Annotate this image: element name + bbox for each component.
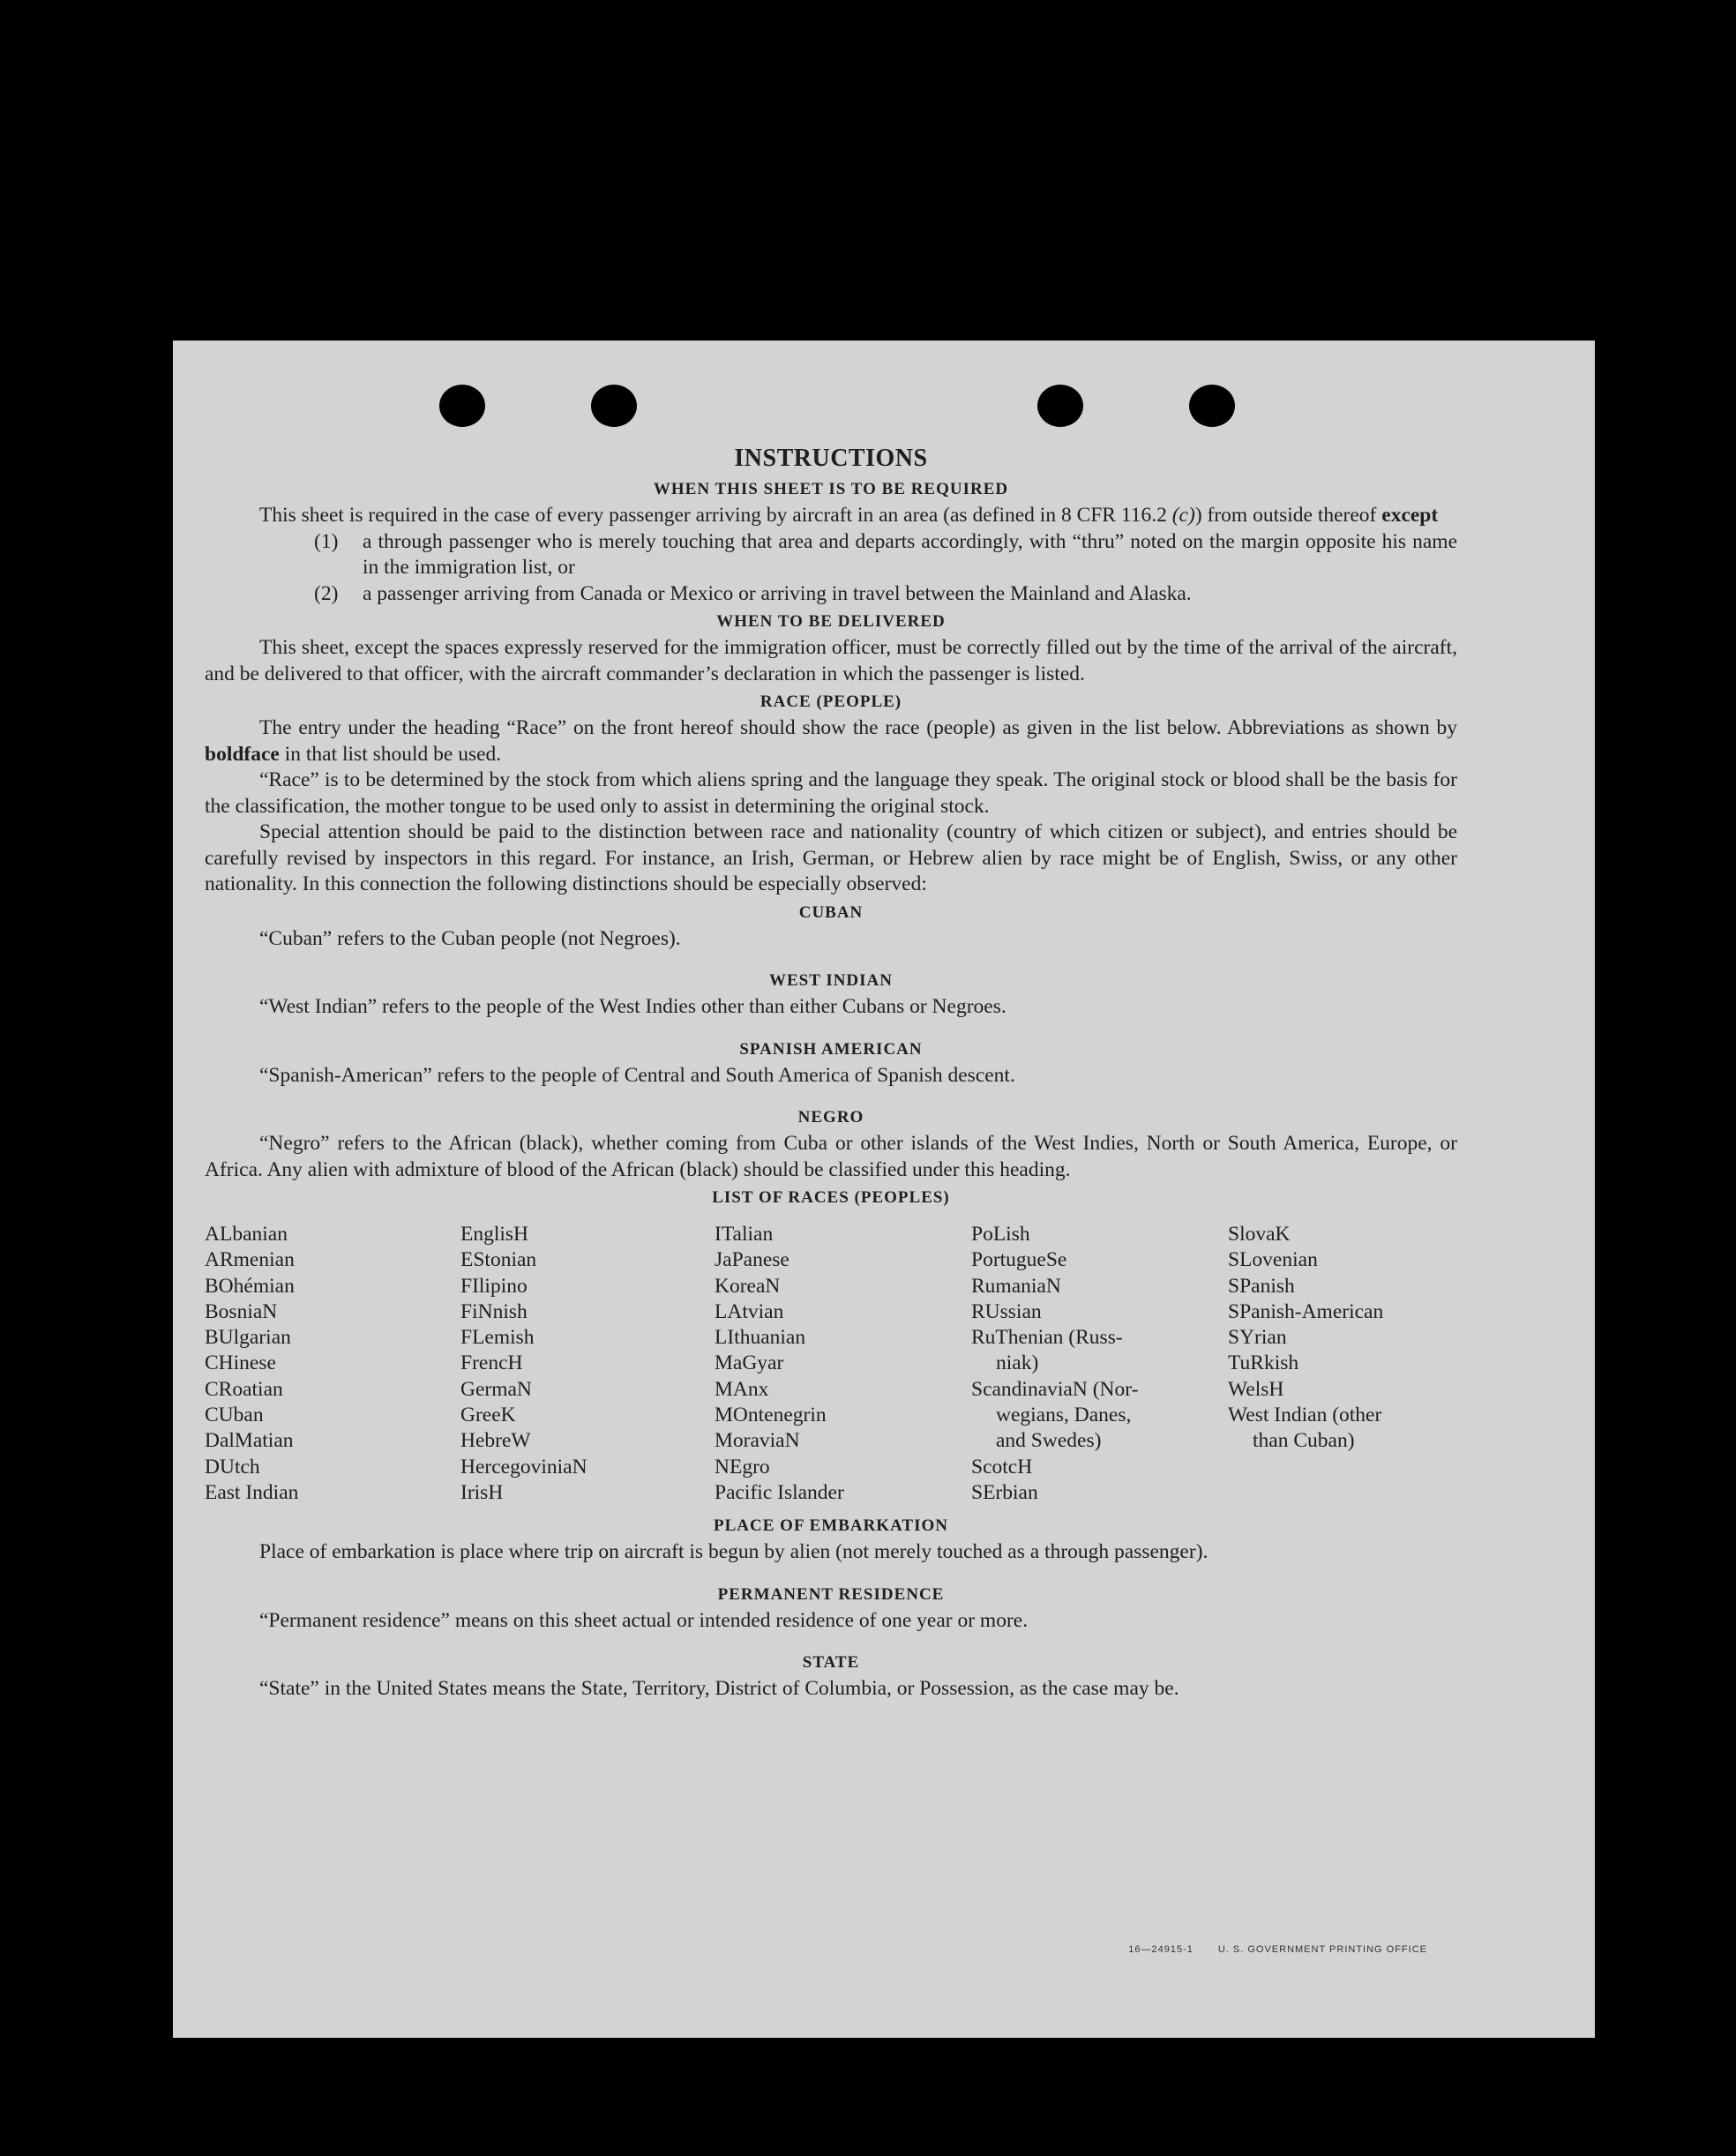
race-entry: GreeK [460, 1404, 516, 1427]
cuban-text: “Cuban” refers to the Cuban people (not Negroes). [259, 926, 681, 950]
race-entry: MOntenegrin [715, 1404, 827, 1427]
list-item [205, 529, 1457, 581]
delivered-text: This sheet, except the spaces expressly reserved for the immigration officer, must be correctly filled out by the time of the arrival of the aircraft, and be delivered to that officer, with the aircraft commander’s declaration in which the passenger is listed. [205, 636, 1457, 685]
races-column [205, 1222, 460, 1506]
race-entry: MAnx [715, 1377, 769, 1401]
race-entry: ScandinaviaN (Nor- [971, 1377, 1139, 1401]
heading-spanish-american: SPANISH AMERICAN [739, 1039, 923, 1059]
heading-list-of-races: LIST OF RACES (PEOPLES) [712, 1188, 950, 1207]
race-entry: FIlipino [460, 1274, 528, 1298]
heading-west-indian: WEST INDIAN [769, 971, 893, 990]
race-entry: HebreW [460, 1429, 531, 1453]
race-entry: GermaN [460, 1377, 532, 1401]
race-entry: East Indian [205, 1480, 299, 1504]
races-column [460, 1222, 715, 1506]
required-intro-text-2: ) from outside thereof [1194, 504, 1382, 527]
race-entry: ITalian [715, 1223, 774, 1246]
punch-hole [1189, 385, 1235, 427]
punch-hole [1037, 385, 1083, 427]
heading-when-required: WHEN THIS SHEET IS TO BE REQUIRED [653, 480, 1009, 498]
races-column [971, 1222, 1228, 1506]
race-entry: West Indian (other [1228, 1404, 1382, 1427]
item-text: a passenger arriving from Canada or Mexico or arriving in travel between the Mainland and Alaska. [363, 581, 1192, 605]
race-entry: FLemish [460, 1326, 535, 1350]
race-entry: RUssian [971, 1299, 1042, 1323]
race-entry: FrencH [460, 1351, 523, 1375]
race-entry: EStonian [460, 1248, 537, 1272]
race-paragraph-2: “Race” is to be determined by the stock from which aliens spring and the language they speak. The original stock or blood shall be the basis for the classification, the mother tongue to be used only to assist in determining the original stock. [205, 768, 1457, 818]
heading-embarkation: PLACE OF EMBARKATION [714, 1516, 948, 1536]
punch-hole [591, 385, 637, 427]
race-entry: BUlgarian [205, 1326, 291, 1350]
item-text: a through passenger who is merely touching that area and departs accordingly, with “thru” noted on the margin opposite his name in the immigration list, or [363, 529, 1457, 579]
race-entry: MaGyar [715, 1351, 784, 1375]
race-entry: CUban [205, 1404, 264, 1427]
document-sheet [173, 341, 1595, 2038]
race-entry: RumaniaN [971, 1274, 1061, 1298]
race-entry: IrisH [460, 1480, 504, 1504]
page-title: INSTRUCTIONS [734, 445, 928, 472]
race-entry: MoraviaN [715, 1429, 800, 1453]
printer-imprint: U. S. GOVERNMENT PRINTING OFFICE [1217, 1944, 1427, 1955]
print-footer [1104, 1944, 1427, 1955]
spanish-american-text: “Spanish-American” refers to the people of Central and South America of Spanish descent. [259, 1063, 1015, 1087]
race-entry: HercegoviniaN [460, 1455, 587, 1479]
race-entry: FiNnish [460, 1299, 528, 1323]
race-entry: JaPanese [715, 1248, 789, 1272]
form-code: 16—24915-1 [1128, 1944, 1194, 1955]
race-entry: ALbanian [205, 1223, 288, 1246]
race-entry-continued: than Cuban) [1253, 1429, 1355, 1453]
race-entry: ARmenian [205, 1248, 295, 1272]
list-item [205, 581, 1457, 608]
race-entry: EnglisH [460, 1223, 529, 1246]
heading-when-delivered: WHEN TO BE DELIVERED [716, 612, 946, 631]
race-entry: SYrian [1228, 1326, 1287, 1350]
race-entry: SLovenian [1228, 1248, 1318, 1272]
races-column [715, 1222, 971, 1506]
race-p1-bold: boldface [205, 742, 280, 766]
instructions-content [205, 445, 1457, 1703]
required-except: except [1381, 504, 1439, 527]
race-entry: CHinese [205, 1351, 276, 1375]
races-list [205, 1222, 1457, 1506]
required-intro [205, 503, 1457, 529]
heading-negro: NEGRO [797, 1108, 864, 1127]
required-intro-text: This sheet is required in the case of every passenger arriving by aircraft in an area (as defined in 8 CFR 116.2 [259, 504, 1172, 527]
state-text: “State” in the United States means the State, Territory, District of Columbia, or Possession, as the case may be. [259, 1677, 1179, 1701]
race-p1-text-2: in that list should be used. [279, 742, 502, 766]
residence-text: “Permanent residence” means on this sheet actual or intended residence of one year or more. [259, 1608, 1029, 1632]
race-entry: SlovaK [1228, 1223, 1291, 1246]
heading-race: RACE (PEOPLE) [760, 692, 902, 711]
race-entry-continued: wegians, Danes, [996, 1404, 1132, 1427]
race-entry: PortugueSe [971, 1248, 1067, 1272]
heading-cuban: CUBAN [798, 902, 864, 922]
race-paragraph-1 [205, 715, 1457, 767]
west-indian-text: “West Indian” refers to the people of the West Indies other than either Cubans or Negroes. [259, 995, 1006, 1018]
race-entry: Pacific Islander [715, 1480, 844, 1504]
embarkation-text: Place of embarkation is place where trip on aircraft is begun by alien (not merely touched as a through passenger). [259, 1540, 1208, 1564]
negro-text: “Negro” refers to the African (black), whether coming from Cuba or other islands of the West Indies, North or South America, Europe, or Africa. Any alien with admixture of blood of the African (black) should be classified under this heading. [205, 1132, 1457, 1181]
item-number: (1) [314, 529, 339, 553]
race-entry: ScotcH [971, 1455, 1033, 1479]
race-entry: CRoatian [205, 1377, 283, 1401]
race-entry: DUtch [205, 1455, 260, 1479]
race-entry: LAtvian [715, 1299, 784, 1323]
races-column [1228, 1222, 1457, 1506]
race-entry: TuRkish [1228, 1351, 1299, 1375]
punch-hole [439, 385, 485, 427]
race-entry: BosniaN [205, 1299, 278, 1323]
race-entry: RuThenian (Russ- [971, 1326, 1123, 1350]
heading-state: STATE [802, 1653, 860, 1673]
required-intro-italic: (c) [1171, 504, 1195, 527]
item-number: (2) [314, 581, 339, 605]
race-entry: NEgro [715, 1455, 770, 1479]
race-entry-continued: niak) [996, 1351, 1039, 1375]
race-entry: BOhémian [205, 1274, 295, 1298]
race-entry: SPanish [1228, 1274, 1295, 1298]
race-entry: SPanish-American [1228, 1299, 1384, 1323]
race-entry-continued: and Swedes) [996, 1429, 1102, 1453]
race-entry: SErbian [971, 1480, 1038, 1504]
heading-permanent-residence: PERMANENT RESIDENCE [717, 1584, 945, 1604]
race-entry: KoreaN [715, 1274, 781, 1298]
race-entry: PoLish [971, 1223, 1030, 1246]
race-entry: LIthuanian [715, 1326, 806, 1350]
race-p1-text: The entry under the heading “Race” on the front hereof should show the race (people) as given in the list below. Abbreviations as shown by [259, 716, 1457, 739]
race-entry: DalMatian [205, 1429, 294, 1453]
race-paragraph-3: Special attention should be paid to the distinction between race and nationality (country of which citizen or subject), and entries should be carefully revised by inspectors in this regard. For instance, an Irish, German, or Hebrew alien by race might be of English, Swiss, or any other nationality. In this connection the following distinctions should be especially observed: [205, 820, 1457, 895]
race-entry: WelsH [1228, 1377, 1284, 1401]
